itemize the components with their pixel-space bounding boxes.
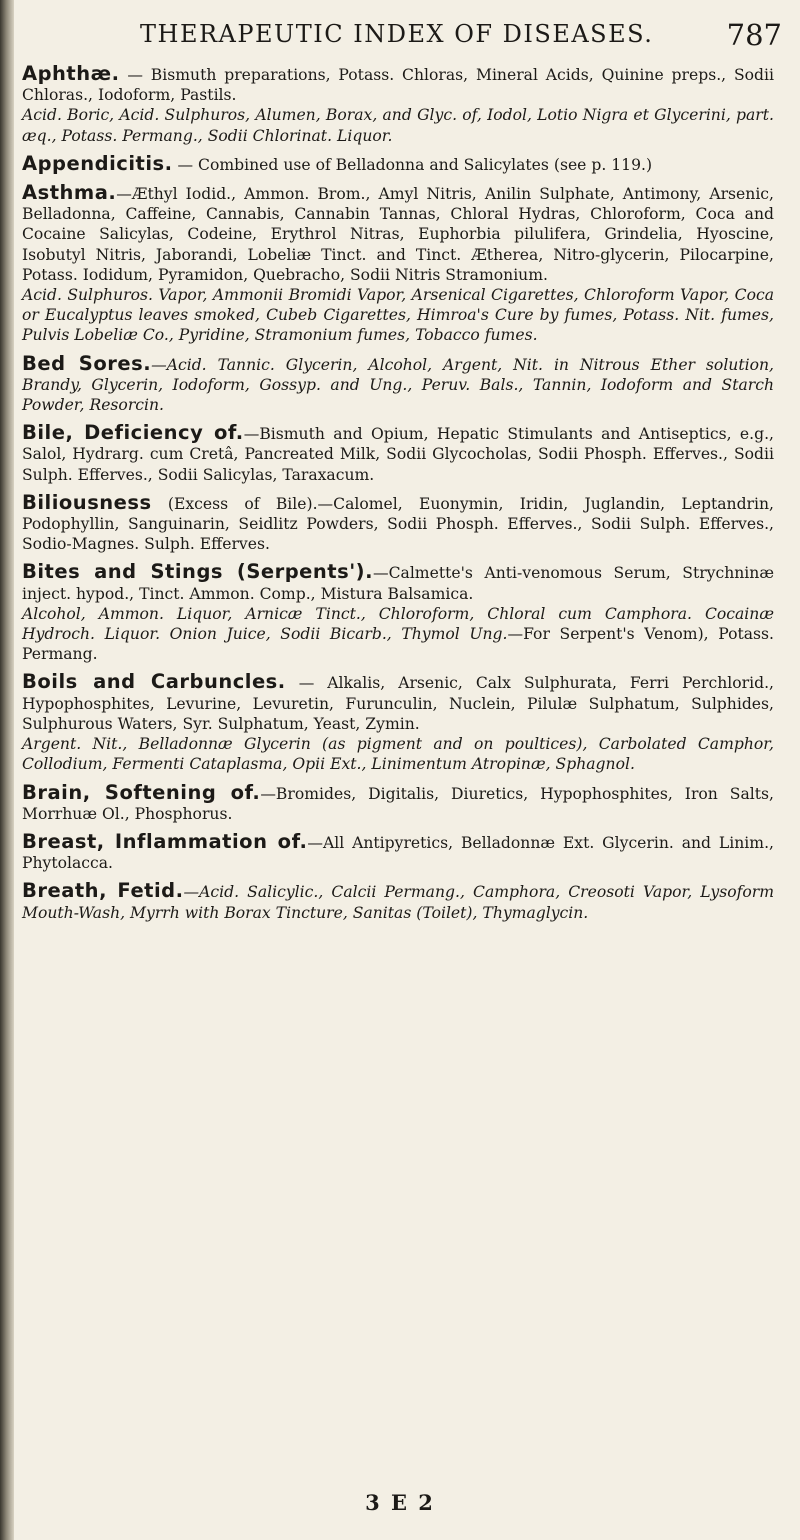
entry-term: Bites and Stings (Serpents'). — [22, 560, 373, 584]
entry-internal — [22, 351, 774, 416]
entry-internal-remedies: (Excess of Bile).—Calomel, Euonymin, Iridin, Juglandin, Leptandrin, Podophyllin, Sanguinarin, Seidlitz Powders, Sodii Phosph. Efferves., Sodii Sulph. Efferves., Sodio-Magnes. Sulph. Efferves. — [22, 494, 774, 554]
index-entry — [22, 829, 774, 873]
page-number: 787 — [726, 18, 782, 52]
entry-internal-remedies: — Alkalis, Arsenic, Calx Sulphurata, Ferri Perchlorid., Hypophosphites, Levurine, Levuretin, Furunculin, Nuclein, Pilulæ Sulphatum, Sulphides, Sulphurous Waters, Syr. Sulphatum, Yeast, Zymin. — [22, 674, 774, 733]
entry-external-remedies: Acid. Boric, Acid. Sulphuros, Alumen, Borax, and Glyc. of, Iodol, Lotio Nigra et Glycerini, part. æq., Potass. Permang., Sodii Chlorinat. Liquor. — [22, 106, 774, 145]
entry-term: Brain, Softening of. — [22, 780, 261, 804]
running-head-title: THERAPEUTIC INDEX OF DISEASES. — [140, 20, 654, 48]
index-entry — [22, 183, 774, 346]
index-entry — [22, 780, 774, 824]
entry-term: Breast, Inflammation of. — [22, 829, 308, 853]
entry-external-tail: —For Serpent's Venom), Potass. Permang. — [22, 625, 774, 664]
page-binding-edge — [0, 0, 14, 1540]
entry-internal-remedies: — Combined use of Belladonna and Salicylates (see p. 119.) — [177, 155, 653, 174]
entry-term: Asthma. — [22, 181, 117, 205]
entry-internal — [22, 562, 774, 603]
index-entry — [22, 151, 774, 175]
printer-signature-mark: 3 E 2 — [365, 1490, 435, 1515]
index-entry — [22, 881, 774, 922]
index-entry — [22, 490, 774, 555]
entry-internal — [22, 829, 774, 873]
entry-internal-remedies: — Bismuth preparations, Potass. Chloras, Mineral Acids, Quinine preps., Sodii Chloras., Iodoform, Pastils. — [22, 66, 774, 105]
entry-term: Biliousness — [22, 490, 152, 514]
entry-term: Aphthæ. — [22, 62, 120, 85]
entry-internal-remedies: —Bromides, Digitalis, Diuretics, Hypophosphites, Iron Salts, Morrhuæ Ol., Phosphorus. — [22, 784, 774, 823]
entry-internal — [22, 423, 774, 485]
entry-internal-remedies: —Æthyl Iodid., Ammon. Brom., Amyl Nitris, Anilin Sulphate, Antimony, Arsenic, Belladonna, Caffeine, Cannabis, Cannabin Tannas, Chloral Hydras, Chloroform, Coca and Cocaine Salicylas, Codeine, Erythrol Nitras, Euphorbia pilulifera, Grindelia, Hyoscine, Isobutyl Nitris, Jaborandi, Lobeliæ Tinct. and Tinct. Ætherea, Nitro-glycerin, Pilocarpine, Potass. Iodidum, Pyramidon, Quebracho, Sodii Nitris Stramonium. — [22, 185, 774, 284]
entry-internal — [22, 183, 774, 285]
entry-term: Breath, Fetid. — [22, 879, 184, 903]
index-entry — [22, 351, 774, 416]
entry-internal-remedies: —Calmette's Anti-venomous Serum, Strychninæ inject. hypod., Tinct. Ammon. Comp., Mistura Balsamica. — [22, 564, 774, 603]
entry-external-remedies: —Acid. Salicylic., Calcii Permang., Camphora, Creosoti Vapor, Lysoform Mouth-Wash, Myrrh with Borax Tincture, Sanitas (Toilet), Thymaglycin. — [22, 883, 774, 922]
entry-internal-remedies: —All Antipyretics, Belladonnæ Ext. Glycerin. and Linim., Phytolacca. — [22, 833, 774, 873]
entry-external-remedies: Argent. Nit., Belladonnæ Glycerin (as pigment and on poultices), Carbolated Camphor, Collodium, Fermenti Cataplasma, Opii Ext., Linimentum Atropinæ, Sphagnol. — [22, 735, 774, 774]
entry-term: Appendicitis. — [22, 151, 173, 175]
entry-term: Bed Sores. — [22, 351, 152, 375]
index-entry — [22, 562, 774, 664]
index-entry — [22, 672, 774, 774]
entry-term: Bile, Deficiency of. — [22, 421, 244, 445]
index-entry — [22, 64, 774, 146]
entry-internal — [22, 490, 774, 555]
entry-internal — [22, 881, 774, 922]
index-entry — [22, 423, 774, 485]
entry-external-remedies: Alcohol, Ammon. Liquor, Arnicæ Tinct., Chloroform, Chloral cum Camphora. Cocainæ Hydroch. Liquor. Onion Juice, Sodii Bicarb., Thymol Ung. — [22, 604, 774, 644]
entry-external-remedies: —Acid. Tannic. Glycerin, Alcohol, Argent, Nit. in Nitrous Ether solution, Brandy, Glycerin, Iodoform, Gossyp. and Ung., Peruv. Bals., Tannin, Iodoform and Starch Powder, Resorcin. — [22, 355, 774, 415]
running-head — [0, 18, 800, 52]
index-entries — [22, 64, 774, 931]
entry-internal-remedies: —Bismuth and Opium, Hepatic Stimulants and Antiseptics, e.g., Salol, Hydrarg. cum Cretâ, Pancreated Milk, Sodii Glycocholas, Sodii Phosph. Efferves., Sodii Sulph. Efferves., Sodii Salicylas, Taraxacum. — [22, 425, 774, 484]
entry-internal — [22, 151, 774, 175]
entry-internal — [22, 64, 774, 105]
entry-internal — [22, 780, 774, 824]
entry-internal — [22, 672, 774, 734]
entry-term: Boils and Carbuncles. — [22, 670, 286, 694]
entry-external — [22, 604, 774, 665]
entry-external-remedies: Acid. Sulphuros. Vapor, Ammonii Bromidi Vapor, Arsenical Cigarettes, Chloroform Vapor, Coca or Eucalyptus leaves smoked, Cubeb Cigarettes, Himroa's Cure by fumes, Potass. Nit. fumes, Pulvis Lobeliæ Co., Pyridine, Stramonium fumes, Tobacco fumes. — [22, 286, 774, 345]
